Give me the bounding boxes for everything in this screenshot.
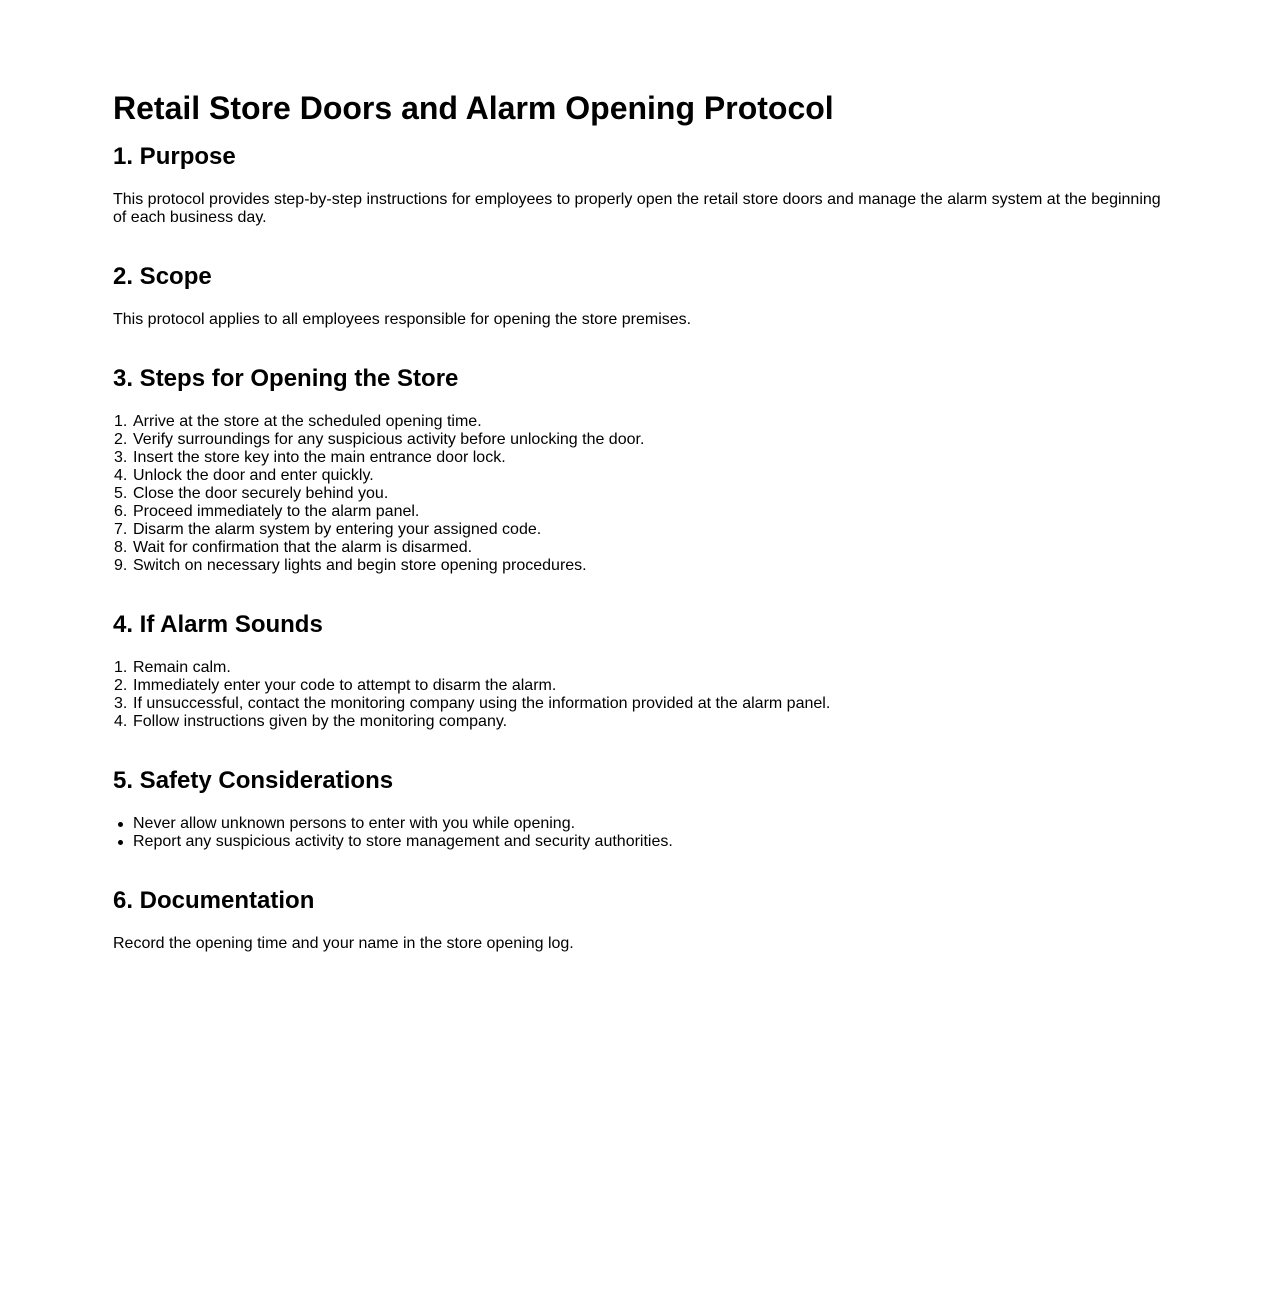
list-item: Follow instructions given by the monitoring company. [133,713,508,730]
list-item: If unsuccessful, contact the monitoring company using the information provided at the alarm panel. [133,695,831,712]
list-item: Insert the store key into the main entrance door lock. [133,449,506,466]
list-item: Report any suspicious activity to store management and security authorities. [113,833,1165,851]
list-item: Unlock the door and enter quickly. [133,467,374,484]
list-item: Close the door securely behind you. [133,485,389,502]
list-item: Proceed immediately to the alarm panel. [133,503,420,520]
section-paragraph: This protocol applies to all employees responsible for opening the store premises. [113,311,692,328]
section-heading: 6. Documentation [113,887,315,914]
safety-list [113,815,1165,851]
list-item: Arrive at the store at the scheduled opening time. [133,413,482,430]
section-opening-steps [113,365,1165,575]
opening-steps-list [113,413,1165,575]
section-purpose [113,143,1165,227]
section-scope [113,263,1165,329]
list-item: Wait for confirmation that the alarm is disarmed. [133,539,473,556]
section-alarm-sounds [113,611,1165,731]
section-heading: 5. Safety Considerations [113,767,394,794]
list-item: Disarm the alarm system by entering your assigned code. [133,521,542,538]
list-item: Never allow unknown persons to enter with you while opening. [113,815,1165,833]
alarm-steps-list [113,659,1165,731]
section-paragraph: This protocol provides step-by-step instructions for employees to properly open the retail store doors and manage the alarm system at the beginning of each business day. [113,191,1161,226]
list-item: Immediately enter your code to attempt to disarm the alarm. [133,677,557,694]
section-heading: 4. If Alarm Sounds [113,611,323,638]
list-item: Remain calm. [133,659,231,676]
section-documentation [113,887,1165,953]
list-item: Verify surroundings for any suspicious activity before unlocking the door. [133,431,645,448]
list-item: Switch on necessary lights and begin store opening procedures. [133,557,587,574]
section-heading: 3. Steps for Opening the Store [113,365,459,392]
section-safety [113,767,1165,851]
page-title: Retail Store Doors and Alarm Opening Protocol [113,90,834,126]
section-heading: 2. Scope [113,263,212,290]
section-paragraph: Record the opening time and your name in the store opening log. [113,935,574,952]
section-heading: 1. Purpose [113,143,236,170]
